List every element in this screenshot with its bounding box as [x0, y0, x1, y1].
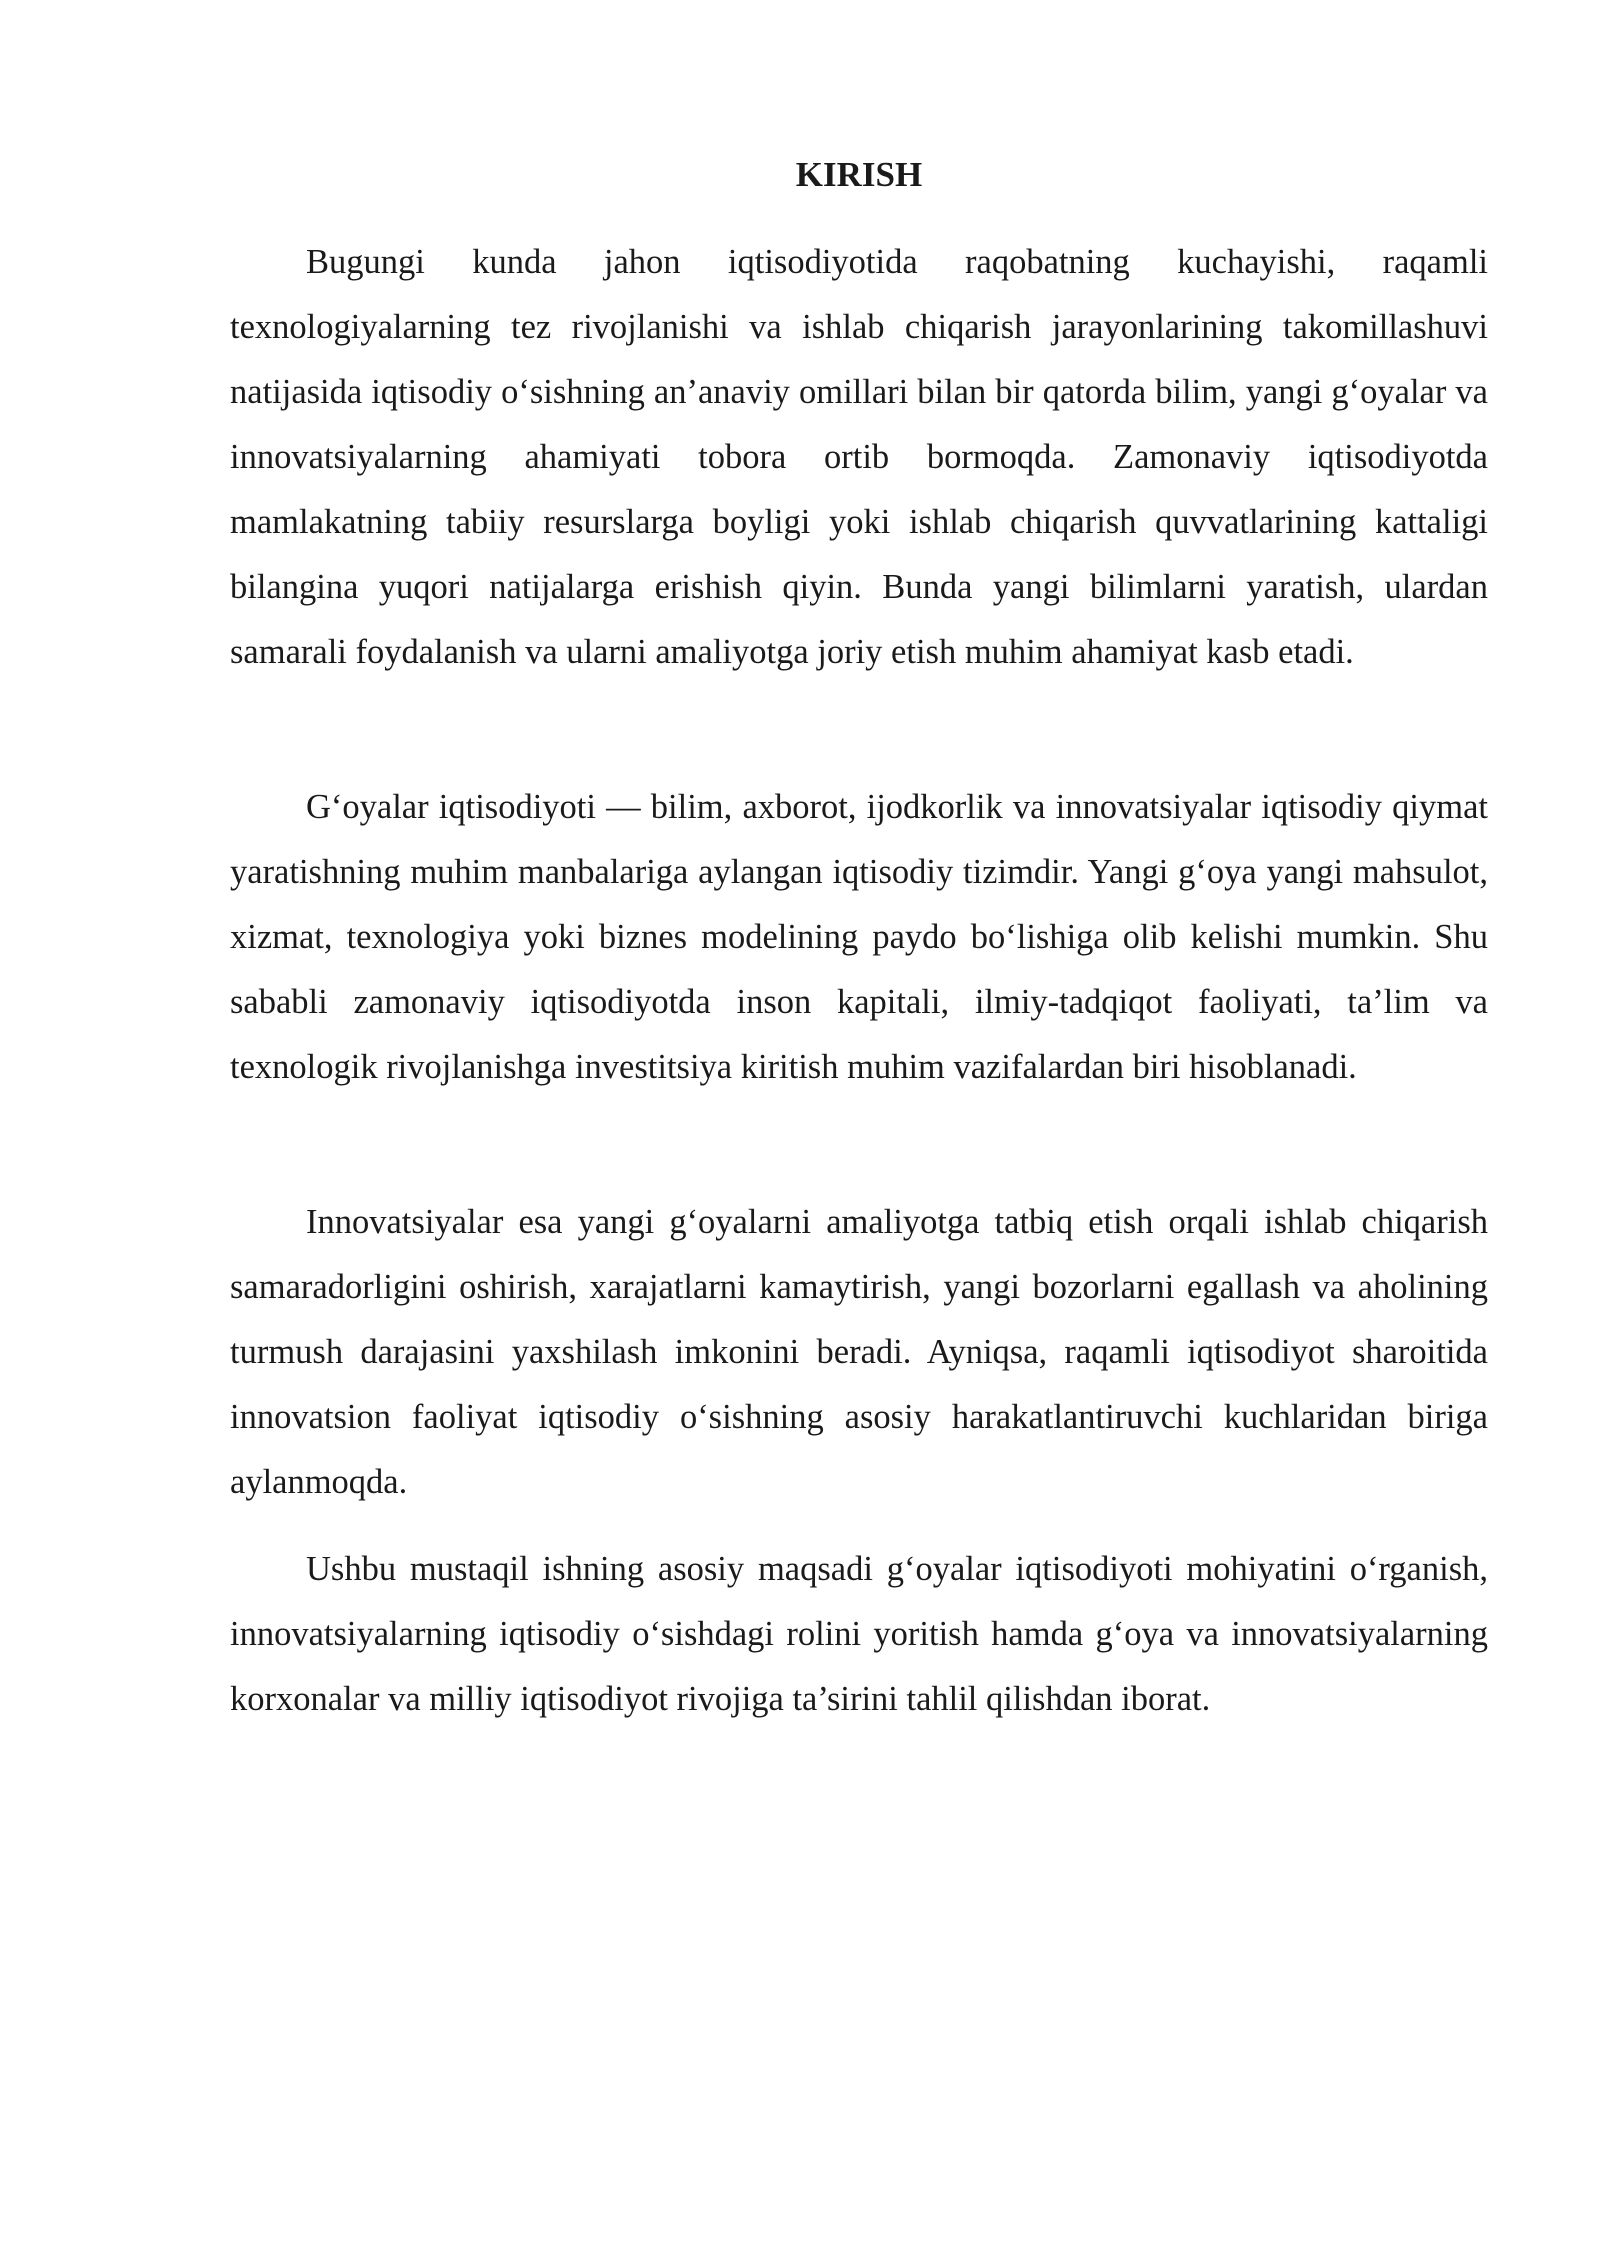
page-title: KIRISH — [795, 155, 923, 194]
paragraph-1: Bugungi kunda jahon iqtisodiyotida raqobatning kuchayishi, raqamli texnologiyalarning tez rivojlanishi va ishlab chiqarish jarayonlarining takomillashuvi natijasida iqtisodiy o‘sishning an’anaviy omillari bilan bir qatorda bilim, yangi g‘oyalar va innovatsiyalarning ahamiyati tobora ortib bormoqda. Zamonaviy iqtisodiyotda mamlakatning tabiiy resurslarga boyligi yoki ishlab chiqarish quvvatlarining kattaligi bilangina yuqori natijalarga erishish qiyin. Bunda yangi bilimlarni yaratish, ulardan samarali foydalanish va ularni amaliyotga joriy etish muhim ahamiyat kasb etadi. — [230, 243, 1488, 671]
paragraph-4: Ushbu mustaqil ishning asosiy maqsadi g‘oyalar iqtisodiyoti mohiyatini o‘rganish, innovatsiyalarning iqtisodiy o‘sishdagi rolini yoritish hamda g‘oya va innovatsiyalarning korxonalar va milliy iqtisodiyot rivojiga ta’sirini tahlil qilishdan iborat. — [230, 1550, 1488, 1718]
paragraph-3: Innovatsiyalar esa yangi g‘oyalarni amaliyotga tatbiq etish orqali ishlab chiqarish samaradorligini oshirish, xarajatlarni kamaytirish, yangi bozorlarni egallash va aholining turmush darajasini yaxshilash imkonini beradi. Ayniqsa, raqamli iqtisodiyot sharoitida innovatsion faoliyat iqtisodiy o‘sishning asosiy harakatlantiruvchi kuchlaridan biriga aylanmoqda. — [230, 1203, 1488, 1501]
paragraph-2: G‘oyalar iqtisodiyoti — bilim, axborot, ijodkorlik va innovatsiyalar iqtisodiy qiymat yaratishning muhim manbalariga aylangan iqtisodiy tizimdir. Yangi g‘oya yangi mahsulot, xizmat, texnologiya yoki biznes modelining paydo bo‘lishiga olib kelishi mumkin. Shu sababli zamonaviy iqtisodiyotda inson kapitali, ilmiy-tadqiqot faoliyati, ta’lim va texnologik rivojlanishga investitsiya kiritish muhim vazifalardan biri hisoblanadi. — [230, 788, 1488, 1086]
